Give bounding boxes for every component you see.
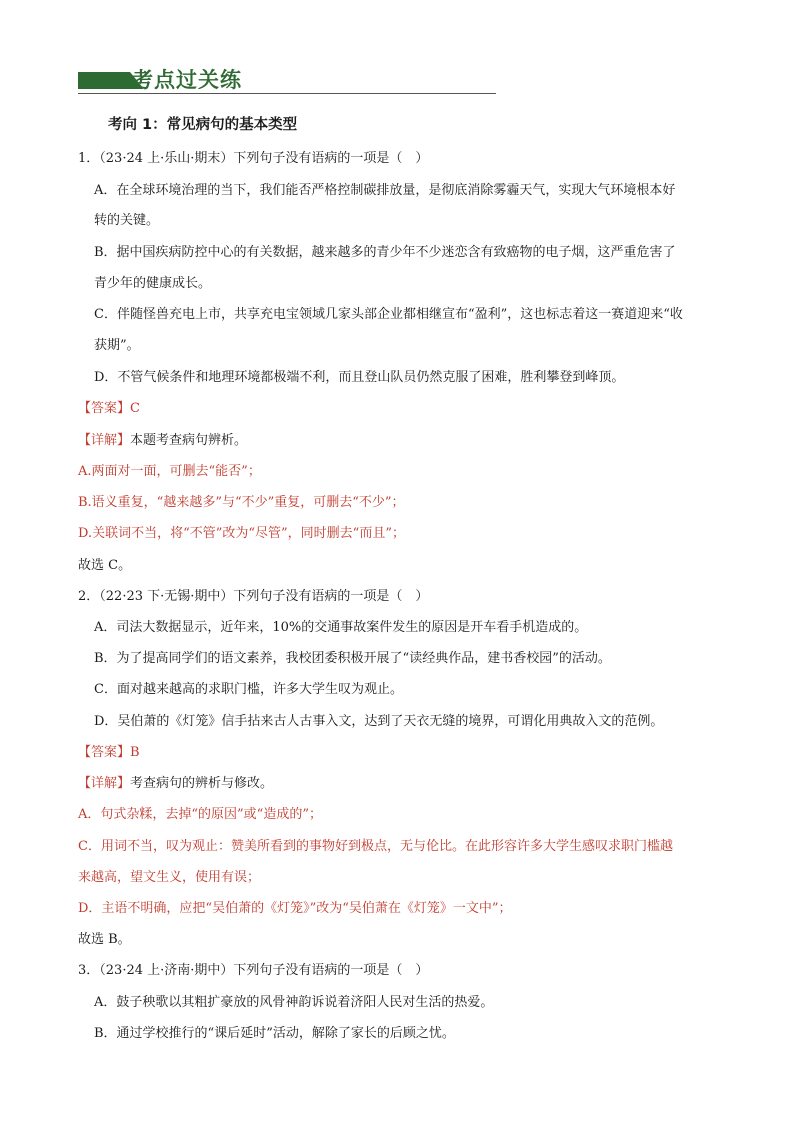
header-banner-bar: [78, 72, 130, 89]
q2-detail-text: 考查病句的辨析与修改。: [130, 776, 274, 791]
q1-answer-tag: 【答案】: [78, 401, 131, 416]
q2-conclusion: 故选 B。: [78, 932, 131, 947]
q1-stem: 1．（23·24 上·乐山·期末）下列句子没有语病的一项是（ ）: [78, 151, 429, 166]
section-header: [78, 64, 496, 96]
q2-stem: 2．（22·23 下·无锡·期中）下列句子没有语病的一项是（ ）: [78, 589, 429, 604]
q1-option-c-cont: 获期”。: [94, 338, 140, 353]
q2-detail: [78, 775, 273, 793]
q1-option-d: D．不管气候条件和地理环境都极端不利，而且登山队员仍然克服了困难，胜利攀登到峰顶。: [94, 370, 625, 385]
q2-option-b: B．为了提高同学们的语文素养，我校团委积极开展了“读经典作品，建书香校园”的活动。: [94, 651, 611, 666]
q1-conclusion: 故选 C。: [78, 558, 132, 573]
q1-answer: [78, 400, 140, 418]
q2-answer-value: B: [130, 745, 140, 760]
q1-detail: [78, 432, 247, 450]
q1-option-c: C．伴随怪兽充电上市，共享充电宝领域几家头部企业都相继宣布“盈利”，这也标志着这一赛道迎来“收: [94, 307, 683, 322]
q1-explain-a: A.两面对一面，可删去“能否”；: [78, 464, 261, 479]
q2-answer: [78, 744, 140, 762]
q3-option-b: B．通过学校推行的“课后延时”活动，解除了家长的后顾之忧。: [94, 1026, 455, 1041]
q1-option-a-cont: 转的关键。: [94, 213, 160, 228]
q1-answer-value: C: [130, 401, 140, 416]
q2-option-d: D．吴伯萧的《灯笼》信手拈来古人古事入文，达到了天衣无缝的境界，可谓化用典故入文的范例。: [94, 714, 664, 729]
section-heading: 考向 1：常见病句的基本类型: [108, 117, 298, 133]
q1-explain-b: B.语义重复，“越来越多”与“不少”重复，可删去“不少”；: [78, 495, 405, 510]
header-title: 考点过关练: [132, 68, 242, 92]
q1-option-b-cont: 青少年的健康成长。: [94, 276, 212, 291]
q2-explain-a: A．句式杂糅，去掉“的原因”或“造成的”；: [78, 807, 322, 822]
q2-explain-c: C．用词不当，叹为观止：赞美所看到的事物好到极点，无与伦比。在此形容许多大学生感叹求职门槛越: [78, 839, 673, 854]
q1-explain-d: D.关联词不当，将“不管”改为“尽管”，同时删去“而且”；: [78, 526, 405, 541]
q1-detail-text: 本题考查病句辨析。: [130, 433, 248, 448]
header-underline: [78, 93, 496, 94]
q2-explain-d: D．主语不明确，应把“吴伯萧的《灯笼》”改为“吴伯萧在《灯笼》一文中”；: [78, 901, 512, 916]
q3-stem: 3．（23·24 上·济南·期中）下列句子没有语病的一项是（ ）: [78, 963, 429, 978]
q2-option-c: C．面对越来越高的求职门槛，许多大学生叹为观止。: [94, 682, 403, 697]
q2-detail-tag: 【详解】: [78, 776, 131, 791]
q1-option-a: A．在全球环境治理的当下，我们能否严格控制碳排放量，是彻底消除雾霾天气，实现大气环境根本好: [94, 183, 676, 198]
q3-option-a: A．鼓子秧歌以其粗扩豪放的风骨神韵诉说着济阳人民对生活的热爱。: [94, 995, 494, 1010]
q2-option-a: A．司法大数据显示，近年来，10%的交通事故案件发生的原因是开车看手机造成的。: [94, 620, 588, 635]
q1-option-b: B．据中国疾病防控中心的有关数据，越来越多的青少年不少迷恋含有致癌物的电子烟，这严重危害了: [94, 245, 676, 260]
q1-detail-tag: 【详解】: [78, 433, 131, 448]
q2-explain-c-cont: 来越高，望文生义，使用有误；: [78, 870, 261, 885]
q2-answer-tag: 【答案】: [78, 745, 131, 760]
